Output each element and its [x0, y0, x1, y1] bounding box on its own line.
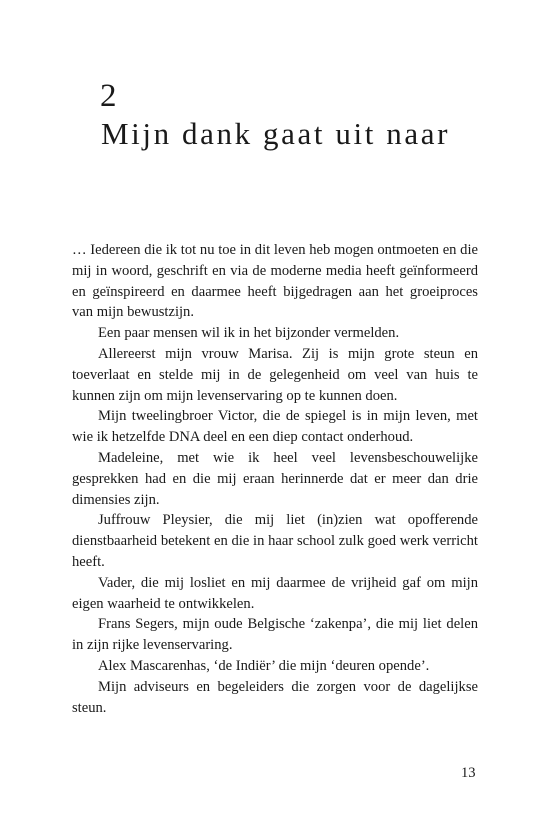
- paragraph-pleysier: Juffrouw Pleysier, die mij liet (in)zien wat opofferende dienstbaarheid betekent en die in haar school zulk goed werk verricht heeft.: [72, 512, 478, 570]
- paragraph-intro: … Iedereen die ik tot nu toe in dit leven heb mogen ontmoeten en die mij in woord, geschrift en via de moderne media heeft geïnformeerd en geïnspireerd en daarmee heeft bijgedragen aan het groeiproces van mijn bewustzijn.: [72, 242, 478, 321]
- chapter-number: 2: [100, 78, 118, 114]
- paragraph-alex-mascarenhas: Alex Mascarenhas, ‘de Indiër’ die mijn ‘deuren opende’.: [98, 657, 430, 674]
- paragraph-marisa: Allereerst mijn vrouw Marisa. Zij is mijn grote steun en toeverlaat en stelde mij in de gelegenheid om veel van huis te kunnen zijn om mijn levenservaring op te kunnen doen.: [72, 345, 478, 404]
- paragraph-victor: Mijn tweelingbroer Victor, die de spiegel is in mijn leven, met wie ik hetzelfde DNA deel en een diep contact onderhoud.: [72, 408, 478, 446]
- chapter-title: Mijn dank gaat uit naar: [101, 116, 451, 151]
- chapter-body: [72, 240, 478, 718]
- paragraph-vader: Vader, die mij losliet en mij daarmee de vrijheid gaf om mijn eigen waarheid te ontwikkelen.: [72, 574, 478, 612]
- paragraph-adviseurs: Mijn adviseurs en begeleiders die zorgen voor de dagelijkse steun.: [72, 678, 478, 716]
- paragraph-frans-segers: Frans Segers, mijn oude Belgische ‘zakenpa’, die mij liet delen in zijn rijke levenservaring.: [72, 616, 478, 654]
- paragraph-madeleine: Madeleine, met wie ik heel veel levensbeschouwelijke gesprekken had en die mij eraan herinnerde dat er meer dan drie dimensies zijn.: [72, 449, 478, 508]
- page-number: 13: [461, 765, 476, 781]
- paragraph-special-mentions: Een paar mensen wil ik in het bijzonder vermelden.: [98, 325, 400, 342]
